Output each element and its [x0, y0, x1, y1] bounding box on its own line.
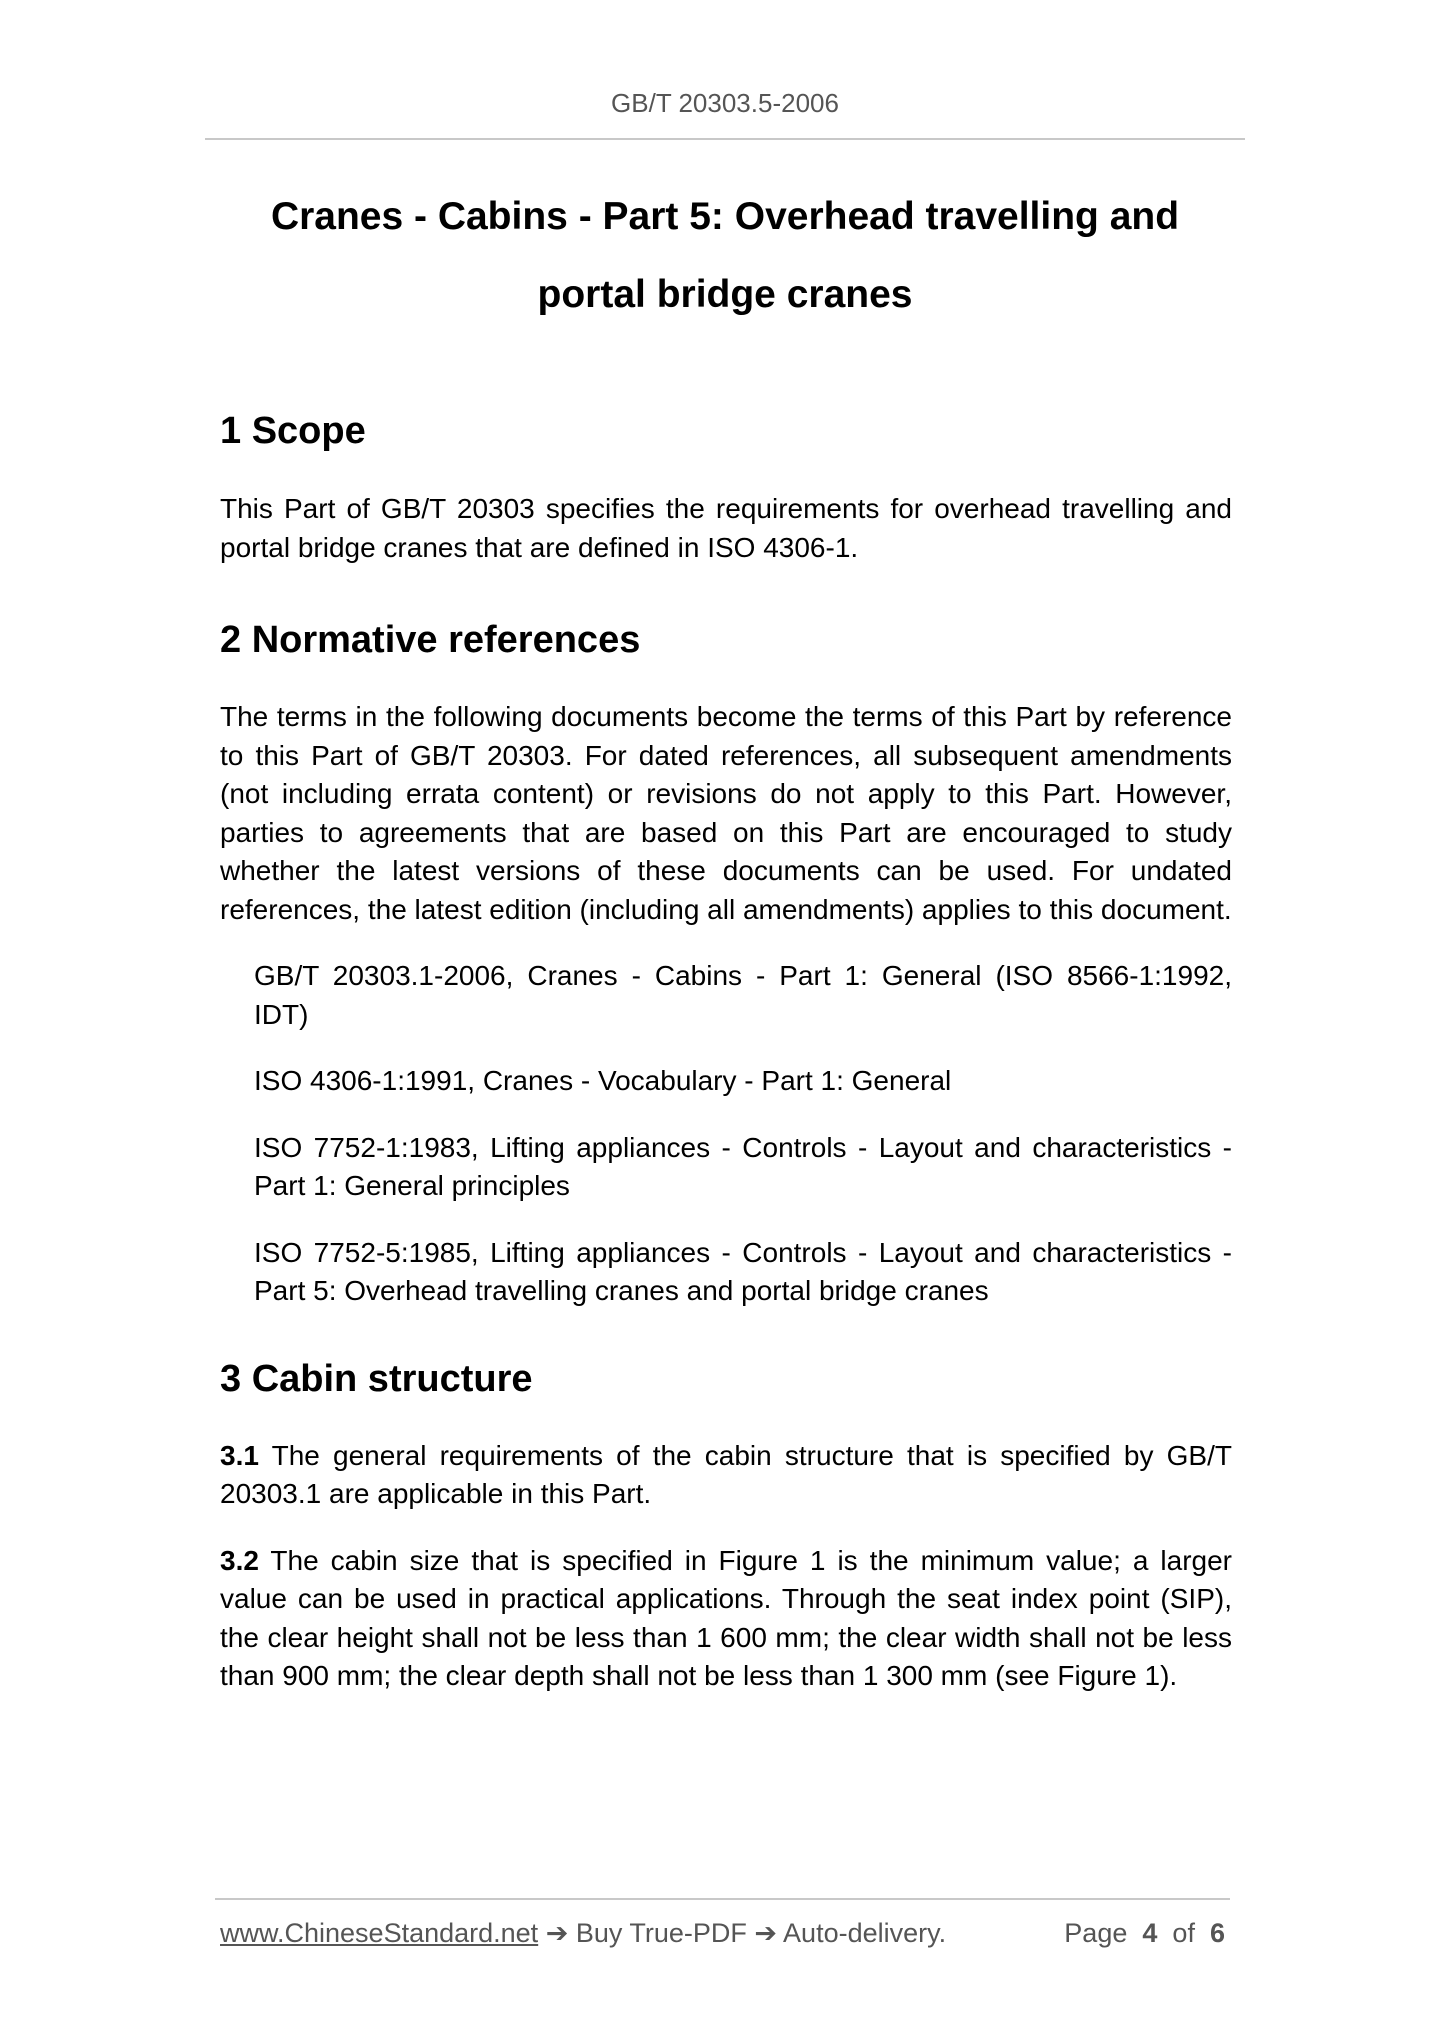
website-link[interactable]: www.ChineseStandard.net [220, 1918, 539, 1948]
header-divider [205, 138, 1245, 140]
arrow-right-icon: ➔ [545, 1918, 569, 1948]
title-line-1: Cranes - Cabins - Part 5: Overhead travelling and [270, 195, 1180, 238]
normative-intro-paragraph: The terms in the following documents become the terms of this Part by reference to this Part of GB/T 20303. For dated references, all subsequent amendments (not including errata content) or revisions do not apply to this Part. However, parties to agreements that are based on this Part are encouraged to study whether the latest versions of these documents can be used. For undated references, the latest edition (including all amendments) applies to this document. [220, 701, 1232, 925]
clause-text: The cabin size that is specified in Figure 1 is the minimum value; a larger value can be used in practical applications. Through the seat index point (SIP), the clear height shall not be less than 1 600 mm; the clear width shall not be less than 900 mm; the clear depth shall not be less than 1 300 mm (see Figure 1). [220, 1544, 1232, 1691]
page-of: of [1172, 1918, 1195, 1948]
buy-true-pdf-text: Buy True-PDF [575, 1918, 747, 1948]
clause-3-2 [220, 1542, 1232, 1696]
footer-promo [220, 1918, 946, 1949]
arrow-right-icon: ➔ [754, 1918, 778, 1948]
footer-divider [215, 1898, 1230, 1900]
page-footer [220, 1918, 1225, 1958]
document-title [205, 178, 1245, 334]
section-heading-normative-references: 2 Normative references [220, 619, 641, 661]
clause-text: The general requirements of the cabin structure that is specified by GB/T 20303.1 are applicable in this Part. [220, 1439, 1232, 1509]
clause-number: 3.1 [220, 1439, 259, 1471]
clause-number: 3.2 [220, 1544, 259, 1576]
page-number [1064, 1918, 1225, 1949]
document-body [220, 405, 1232, 1696]
page-label: Page [1064, 1918, 1128, 1948]
reference-item: ISO 4306-1:1991, Cranes - Vocabulary - Part 1: General [254, 1065, 952, 1096]
auto-delivery-text: Auto-delivery. [783, 1918, 947, 1948]
reference-item: ISO 7752-1:1983, Lifting appliances - Controls - Layout and characteristics - Part 1: General principles [254, 1131, 1232, 1201]
running-header: GB/T 20303.5-2006 [611, 88, 839, 118]
page-total: 6 [1209, 1918, 1225, 1948]
section-heading-scope: 1 Scope [220, 410, 366, 452]
clause-3-1 [220, 1437, 1232, 1514]
reference-item: GB/T 20303.1-2006, Cranes - Cabins - Part 1: General (ISO 8566-1:1992, IDT) [254, 960, 1232, 1030]
reference-item: ISO 7752-5:1985, Lifting appliances - Controls - Layout and characteristics - Part 5: Overhead travelling cranes and portal bridge cranes [254, 1236, 1232, 1306]
scope-paragraph: This Part of GB/T 20303 specifies the requirements for overhead travelling and portal bridge cranes that are defined in ISO 4306-1. [220, 493, 1232, 563]
page-current: 4 [1142, 1918, 1158, 1948]
title-line-2: portal bridge cranes [537, 273, 913, 316]
section-heading-cabin-structure: 3 Cabin structure [220, 1357, 533, 1400]
